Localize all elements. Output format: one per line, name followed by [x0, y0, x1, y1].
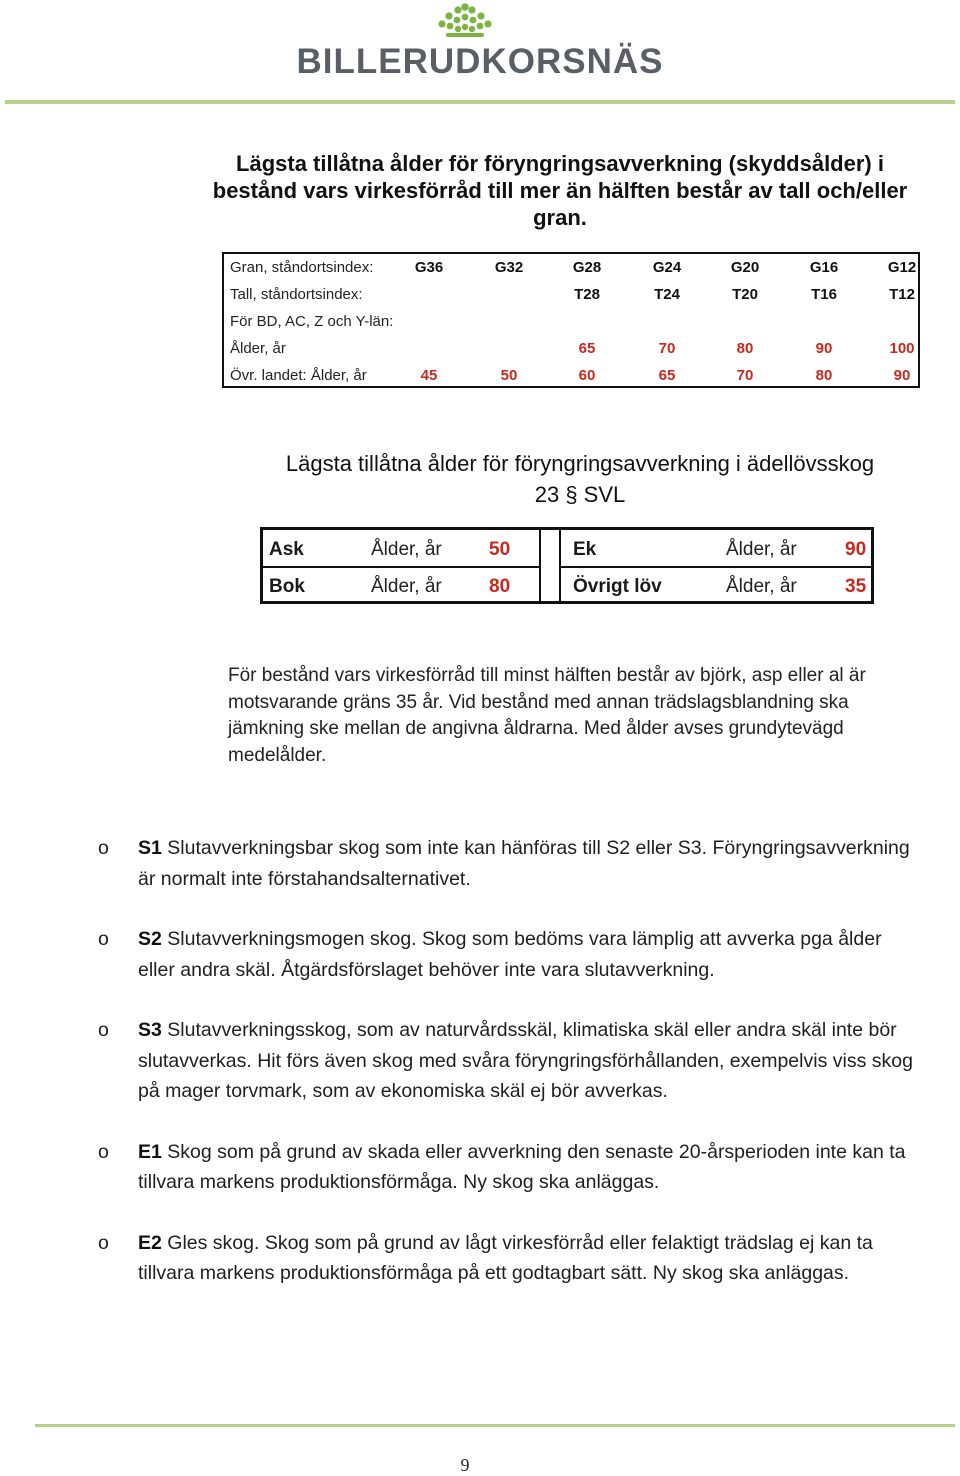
age-table-spruce-pine [222, 252, 920, 388]
table-cell: 100 [889, 340, 915, 357]
list-item [98, 924, 918, 985]
age-value: 35 [845, 576, 867, 597]
table-row [224, 281, 918, 308]
page-number: 9 [460, 1455, 470, 1475]
age-value: 80 [489, 576, 511, 597]
footer-divider [35, 1424, 955, 1427]
row-label: För BD, AC, Z och Y-län: [230, 313, 394, 330]
table-cell: T12 [889, 286, 915, 303]
class-code: E1 [138, 1140, 162, 1163]
table-cell: 45 [420, 367, 438, 384]
table-row [224, 362, 918, 389]
class-code: S1 [138, 837, 162, 859]
table-cell: T28 [574, 286, 600, 303]
species-name: Bok [269, 576, 305, 597]
species-name: Övrigt löv [573, 576, 662, 597]
bullet-icon: o [98, 837, 109, 859]
birch-aspen-paragraph: För bestånd vars virkesförråd till minst hälften består av björk, asp eller al är motsvarande gräns 35 år. Vid bestånd med annan trädslagsblandning ska jämkning ske mellan de angivna åldrarna. Med ålder avses grundytevägd medelålder. [228, 665, 866, 766]
species-name: Ask [269, 539, 304, 560]
table-row [224, 254, 918, 281]
list-item [98, 833, 918, 894]
table-cell: 80 [736, 340, 754, 357]
table-cell: G28 [572, 259, 602, 276]
age-value: 50 [489, 539, 511, 560]
class-code: S3 [138, 1019, 162, 1041]
table-cell: G24 [652, 259, 682, 276]
class-code: E2 [138, 1231, 162, 1254]
table-cell: 90 [815, 340, 833, 357]
bullet-icon: o [98, 1231, 109, 1254]
class-code: S2 [138, 928, 162, 950]
age-table-broadleaf [260, 527, 874, 604]
row-label: Tall, ståndortsindex: [230, 286, 363, 303]
table-cell: T24 [654, 286, 680, 303]
table-column-gap [539, 530, 561, 601]
table-row [263, 570, 871, 604]
table-cell: G36 [414, 259, 444, 276]
age-label: Ålder, år [726, 576, 797, 597]
table-cell: T20 [732, 286, 758, 303]
bullet-icon: o [98, 1019, 109, 1041]
age-label: Ålder, år [726, 539, 797, 560]
list-item [98, 1228, 918, 1289]
table-cell: G12 [887, 259, 917, 276]
table-cell: 60 [578, 367, 596, 384]
table-cell: G32 [494, 259, 524, 276]
table-row [224, 308, 918, 335]
table-cell: 70 [658, 340, 676, 357]
age-value: 90 [845, 539, 867, 560]
class-description: Skog som på grund av skada eller avverkning den senaste 20-årsperioden inte kan ta tillvara markens produktionsförmåga. Ny skog ska anläggas. [138, 1140, 906, 1193]
list-item [98, 1015, 918, 1107]
class-description: Gles skog. Skog som på grund av lågt virkesförråd eller felaktigt trädslag ej kan ta tillvara markens produktionsförmåga på ett godtagbart sätt. Ny skog ska anläggas. [138, 1231, 873, 1284]
table-cell: 50 [500, 367, 518, 384]
row-label: Gran, ståndortsindex: [230, 259, 374, 276]
table-cell: G20 [730, 259, 760, 276]
table-row [263, 533, 871, 567]
section1-title: Lägsta tillåtna ålder för föryngringsavverkning (skyddsålder) i bestånd vars virkesförråd till mer än hälften består av tall och/eller gran. [212, 151, 908, 230]
crown-logo-icon [430, 2, 500, 40]
class-description: Slutavverkningsmogen skog. Skog som bedöms vara lämplig att avverka pga ålder eller andra skäl. Åtgärdsförslaget behöver inte vara slutavverkning. [138, 928, 882, 981]
table-cell: 65 [578, 340, 596, 357]
section2-title: Lägsta tillåtna ålder för föryngringsavverkning i ädellövsskog 23 § SVL [285, 451, 875, 507]
table-cell: 70 [736, 367, 754, 384]
age-label: Ålder, år [371, 539, 442, 560]
table-cell: 90 [893, 367, 911, 384]
table-cell: 65 [658, 367, 676, 384]
list-item [98, 1137, 918, 1198]
species-name: Ek [573, 539, 597, 560]
table-row [224, 335, 918, 362]
row-label: Övr. landet: Ålder, år [230, 367, 367, 384]
class-description: Slutavverkningsbar skog som inte kan hänföras till S2 eller S3. Föryngringsavverkning är normalt inte förstahandsalternativet. [138, 837, 910, 890]
header-divider [5, 100, 955, 104]
brand-logotype: BILLERUDKORSNÄS [296, 42, 664, 81]
table-cell: 80 [815, 367, 833, 384]
class-definition-list [98, 833, 918, 1319]
table-cell: T16 [811, 286, 837, 303]
row-label: Ålder, år [230, 340, 286, 357]
table-cell: G16 [809, 259, 839, 276]
bullet-icon: o [98, 928, 109, 950]
age-label: Ålder, år [371, 576, 442, 597]
class-description: Slutavverkningsskog, som av naturvårdsskäl, klimatiska skäl eller andra skäl inte bör slutavverkas. Hit förs även skog med svåra föryngringsförhållanden, exempelvis viss skog på mager torvmark, som av ekonomiska skäl ej bör avverkas. [138, 1019, 913, 1102]
bullet-icon: o [98, 1140, 109, 1163]
